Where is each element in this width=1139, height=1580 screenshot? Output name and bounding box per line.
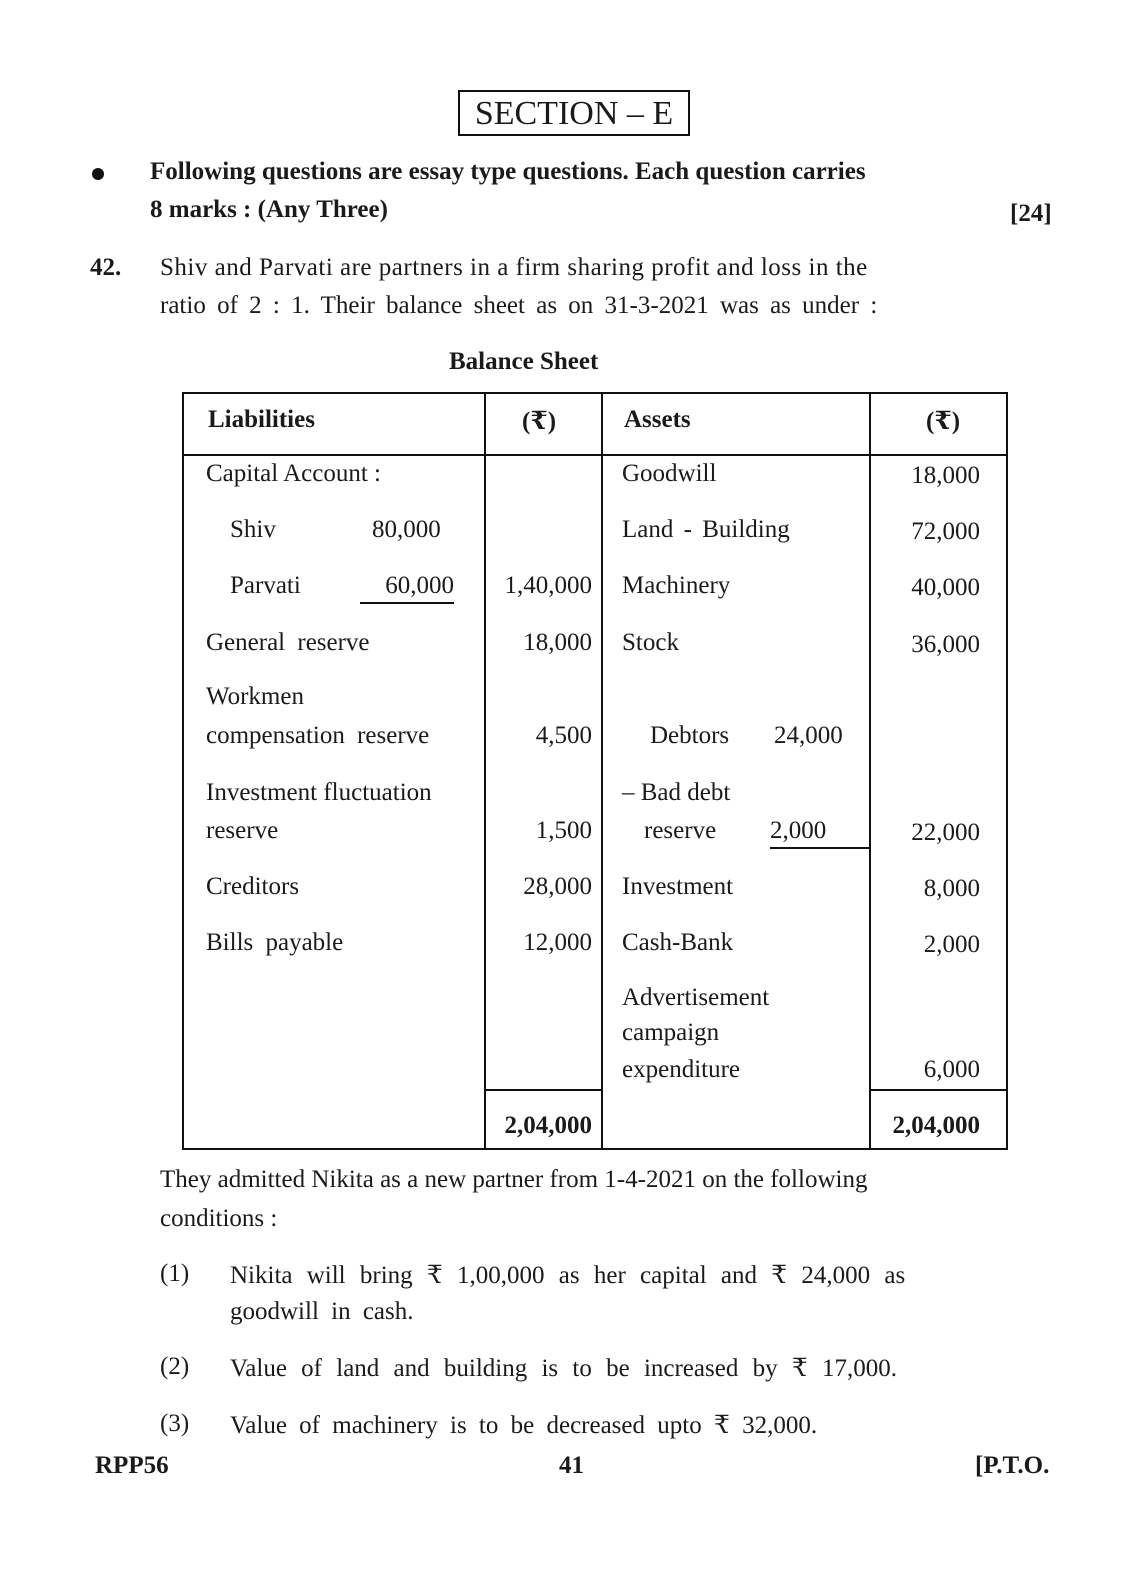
bills-payable-label: Bills payable xyxy=(206,929,344,956)
condition-1-line-1: Nikita will bring ₹ 1,00,000 as her capital and ₹ 24,000 as xyxy=(230,1262,906,1289)
condition-2-number: (2) xyxy=(160,1353,190,1380)
cash-bank-amount: 2,000 xyxy=(923,931,980,958)
instruction-line-2: 8 marks : (Any Three) xyxy=(150,196,388,223)
instruction-line-1: Following questions are essay type questions. Each question carries xyxy=(150,158,866,185)
shiv-capital: 80,000 xyxy=(372,516,441,543)
debtors-amount: 24,000 xyxy=(774,722,843,749)
footer-code: RPP56 xyxy=(95,1452,169,1479)
general-reserve-label: General reserve xyxy=(206,629,370,656)
capital-account-label: Capital Account : xyxy=(206,460,381,487)
header-assets: Assets xyxy=(624,406,691,433)
assets-total: 2,04,000 xyxy=(892,1112,980,1139)
parvati-label: Parvati xyxy=(230,572,301,599)
condition-1-number: (1) xyxy=(160,1260,190,1287)
general-reserve-amount: 18,000 xyxy=(523,629,592,656)
admission-line-1: They admitted Nikita as a new partner from 1-4-2021 on the following xyxy=(160,1166,868,1193)
bad-debt-reserve-label-1: – Bad debt xyxy=(622,779,731,806)
header-amount-liabilities: (₹) xyxy=(522,408,557,435)
advertisement-label-2: campaign xyxy=(622,1019,720,1046)
bad-debt-reserve-amount: 2,000 xyxy=(770,817,870,849)
workmen-reserve-label-2: compensation reserve xyxy=(206,722,430,749)
balance-sheet-title: Balance Sheet xyxy=(449,348,599,375)
workmen-reserve-label-1: Workmen xyxy=(206,683,304,710)
stock-amount: 36,000 xyxy=(911,631,980,658)
goodwill-label: Goodwill xyxy=(622,460,717,487)
investment-amount: 8,000 xyxy=(923,875,980,902)
creditors-amount: 28,000 xyxy=(523,873,592,900)
advertisement-label-1: Advertisement xyxy=(622,984,770,1011)
footer-pto: [P.T.O. xyxy=(975,1452,1050,1479)
header-amount-assets: (₹) xyxy=(926,408,961,435)
instruction-marks: [24] xyxy=(1010,200,1052,227)
liabilities-total: 2,04,000 xyxy=(504,1112,592,1139)
cash-bank-label: Cash-Bank xyxy=(622,929,734,956)
question-line-1: Shiv and Parvati are partners in a firm sharing profit and loss in the xyxy=(160,254,868,281)
balance-sheet-table xyxy=(182,392,1008,1150)
goodwill-amount: 18,000 xyxy=(911,462,980,489)
net-debtors-amount: 22,000 xyxy=(911,819,980,846)
advertisement-label-3: expenditure xyxy=(622,1056,741,1083)
condition-1-line-2: goodwill in cash. xyxy=(230,1298,414,1325)
capital-total: 1,40,000 xyxy=(504,572,592,599)
condition-2-line-1: Value of land and building is to be increased by ₹ 17,000. xyxy=(230,1355,897,1382)
land-building-amount: 72,000 xyxy=(911,518,980,545)
debtors-label: Debtors xyxy=(650,722,730,749)
investment-label: Investment xyxy=(622,873,734,900)
land-building-label: Land - Building xyxy=(622,516,790,543)
investment-fluctuation-amount: 1,500 xyxy=(535,817,592,844)
creditors-label: Creditors xyxy=(206,873,300,900)
question-number: 42. xyxy=(90,254,122,281)
bad-debt-reserve-label-2: reserve xyxy=(644,817,717,844)
condition-3-number: (3) xyxy=(160,1410,190,1437)
investment-fluctuation-label-2: reserve xyxy=(206,817,279,844)
section-title: SECTION – E xyxy=(458,90,690,136)
investment-fluctuation-label-1: Investment fluctuation xyxy=(206,779,432,806)
parvati-capital: 60,000 xyxy=(360,572,454,604)
machinery-label: Machinery xyxy=(622,572,731,599)
header-liabilities: Liabilities xyxy=(208,406,315,433)
machinery-amount: 40,000 xyxy=(911,574,980,601)
condition-3-line-1: Value of machinery is to be decreased upto ₹ 32,000. xyxy=(230,1412,818,1439)
stock-label: Stock xyxy=(622,629,679,656)
bullet-icon xyxy=(92,168,104,180)
shiv-label: Shiv xyxy=(230,516,276,543)
admission-line-2: conditions : xyxy=(160,1205,278,1232)
question-line-2: ratio of 2 : 1. Their balance sheet as on 31-3-2021 was as under : xyxy=(160,292,878,319)
bills-payable-amount: 12,000 xyxy=(523,929,592,956)
advertisement-amount: 6,000 xyxy=(923,1056,980,1083)
page-number: 41 xyxy=(559,1452,584,1479)
workmen-reserve-amount: 4,500 xyxy=(535,722,592,749)
